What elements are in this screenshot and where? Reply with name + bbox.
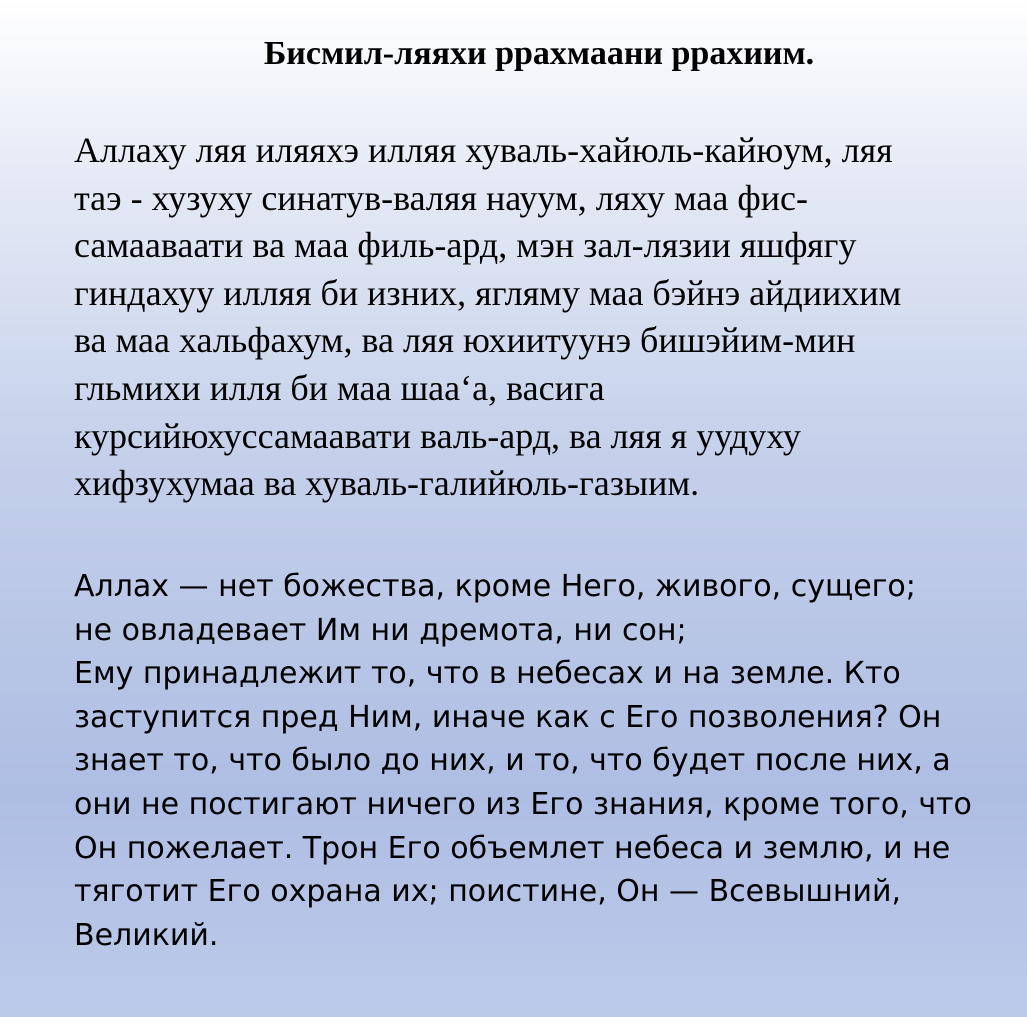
translation-line: Он пожелает. Трон Его объемлет небеса и землю, и не — [74, 830, 951, 866]
transliteration-line: гльмихи илля би маа шаа‘а, васига — [74, 367, 605, 408]
translation-line: Великий. — [74, 917, 219, 953]
transliteration-line: гиндахуу илляя би изних, ягляму маа бэйнэ айдиихим — [74, 272, 902, 313]
translation-line: не овладевает Им ни дремота, ни сон; — [74, 612, 687, 648]
translation-line: они не постигают ничего из Его знания, кроме того, что — [74, 786, 972, 822]
transliteration-line: самааваати ва маа филь-ард, мэн зал-лязии яшфягу — [74, 225, 857, 266]
page-title: Бисмил-ляяхи рраxмаани рраxиим. — [263, 35, 815, 72]
transliteration-line: хифзухумаа ва хуваль-галийюль-газыим. — [74, 463, 700, 504]
translation-line: тяготит Его охрана их; поистине, Он — Всевышний, — [74, 874, 902, 910]
transliteration-line: таэ - хузуху синатув-валяя науум, ляху маа фис- — [74, 177, 808, 218]
translation-paragraph — [74, 565, 1014, 957]
transliteration-line: Аллаху ляя иляяхэ илляя хуваль-хайюль-кайюум, ляя — [74, 130, 893, 170]
transliteration-paragraph — [74, 127, 1014, 508]
transliteration-line: ва маа хальфахум, ва ляя юхиитуунэ бишэйим-мин — [74, 320, 856, 361]
translation-line: знает то, что было до них, и то, что будет после них, а — [74, 743, 951, 779]
translation-line: заступится пред Ним, иначе как с Его позволения? Он — [74, 699, 942, 735]
translation-line: Ему принадлежит то, что в небесах и на земле. Кто — [74, 656, 901, 692]
translation-line: Аллах — нет божества, кроме Него, живого, сущего; — [74, 569, 916, 604]
transliteration-line: курсийюхуссамаавати валь-ард, ва ляя я уудуху — [74, 415, 801, 456]
